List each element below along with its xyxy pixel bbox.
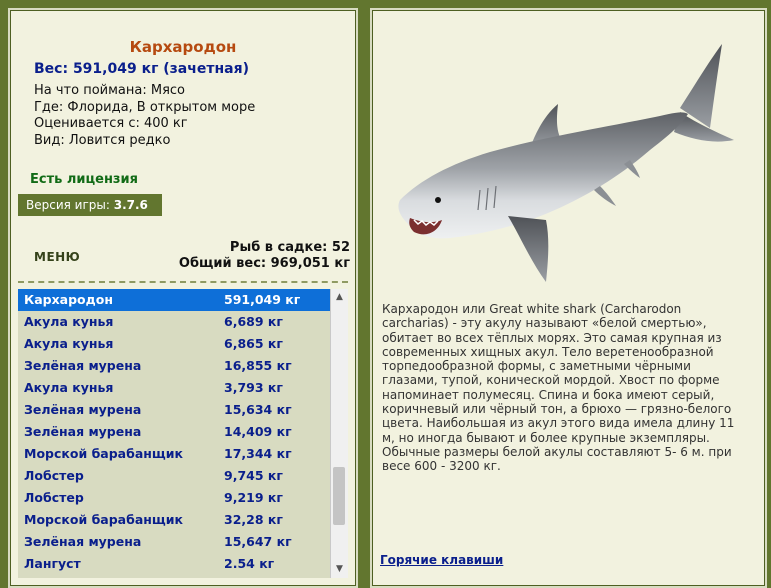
catch-fish-name: Акула кунья [24,314,114,329]
catch-list-item[interactable] [18,553,330,575]
catch-fish-name: Зелёная мурена [24,402,142,417]
catch-list-item[interactable] [18,355,330,377]
license-status: Есть лицензия [30,172,138,187]
catch-list-rows [18,289,330,575]
fish-description-panel [370,8,767,588]
catch-list-item[interactable] [18,311,330,333]
catch-list-item[interactable] [18,487,330,509]
fish-bait: На что поймана: Мясо [34,83,186,98]
fish-rarity: Вид: Ловится редко [34,132,171,148]
catch-list-item[interactable] [18,465,330,487]
keepnet-summary [179,240,350,272]
catch-fish-weight: 15,634 кг [224,402,292,417]
scroll-thumb[interactable] [333,467,345,525]
catch-fish-weight: 17,344 кг [224,446,292,461]
catch-fish-name: Лобстер [24,468,84,483]
catch-fish-weight: 15,647 кг [224,534,292,549]
list-scrollbar[interactable] [330,289,348,578]
fish-info-panel [8,8,358,588]
catch-fish-weight: 6,689 кг [224,314,283,329]
catch-fish-name: Акула кунья [24,380,114,395]
catch-list-item[interactable] [18,509,330,531]
catch-fish-weight: 591,049 кг [224,292,301,307]
catch-fish-weight: 9,745 кг [224,468,283,483]
catch-list[interactable] [18,289,348,578]
catch-fish-weight: 9,219 кг [224,490,283,505]
fish-weight: Вес: 591,049 кг (зачетная) [34,61,249,77]
catch-fish-name: Акула кунья [24,336,114,351]
catch-fish-name: Лангуст [24,556,81,571]
catch-fish-name: Лобстер [24,490,84,505]
catch-fish-weight: 32,28 кг [224,512,283,527]
shark-image [380,40,756,290]
catch-list-item[interactable] [18,531,330,553]
fish-location: Где: Флорида, В открытом море [34,99,256,115]
catch-fish-weight: 14,409 кг [224,424,292,439]
catch-fish-name: Кархародон [24,292,113,307]
catch-fish-name: Зелёная мурена [24,534,142,549]
scroll-down-icon[interactable]: ▼ [336,564,343,574]
version-bar [18,194,162,216]
catch-fish-name: Зелёная мурена [24,358,142,373]
keepnet-count: Рыб в садке: 52 [229,240,350,255]
keepnet-total-weight: Общий вес: 969,051 кг [178,256,350,271]
hotkeys-link[interactable]: Горячие клавиши [380,553,504,567]
catch-list-item[interactable] [18,421,330,443]
catch-list-item[interactable] [18,399,330,421]
catch-fish-weight: 16,855 кг [224,358,292,373]
fish-description: Кархародон или Great white shark (Carcharodon carcharias) - эту акулу называют «белой смертью», обитает во всех тёплых морях. Это самая крупная из современных хищных акул. Тело веретенообразной торпедообразной формы, с заметными чёрными глазами, тупой, конической мордой. Хвост по форме напоминает полумесяц. Спина и бока имеют серый, коричневый или чёрный тон, а брюхо — грязно-белого цвета. Наибольшая из акул этого вида имела длину 11 м, но иногда бывают и более крупные экземпляры. Обычные размеры белой акулы составляют 5- 6 м. при весе 600 - 3200 кг. [382,302,735,474]
fish-details [34,83,255,149]
fish-value: Оценивается с: 400 кг [34,116,188,131]
menu-button[interactable]: МЕНЮ [34,250,81,264]
version-label: Версия игры: [26,198,110,212]
catch-fish-weight: 3,793 кг [224,380,283,395]
divider [18,281,348,283]
catch-fish-weight: 2.54 кг [224,556,275,571]
fish-title: Кархародон [129,38,237,56]
catch-list-item[interactable] [18,377,330,399]
catch-fish-name: Зелёная мурена [24,424,142,439]
catch-list-item[interactable] [18,333,330,355]
version-value: 3.7.6 [113,198,148,212]
catch-fish-name: Морской барабанщик [24,446,183,461]
scroll-up-icon[interactable]: ▲ [336,292,343,302]
shark-illustration [380,40,756,290]
catch-fish-weight: 6,865 кг [224,336,283,351]
catch-list-item[interactable] [18,289,330,311]
catch-list-item[interactable] [18,443,330,465]
catch-fish-name: Морской барабанщик [24,512,183,527]
